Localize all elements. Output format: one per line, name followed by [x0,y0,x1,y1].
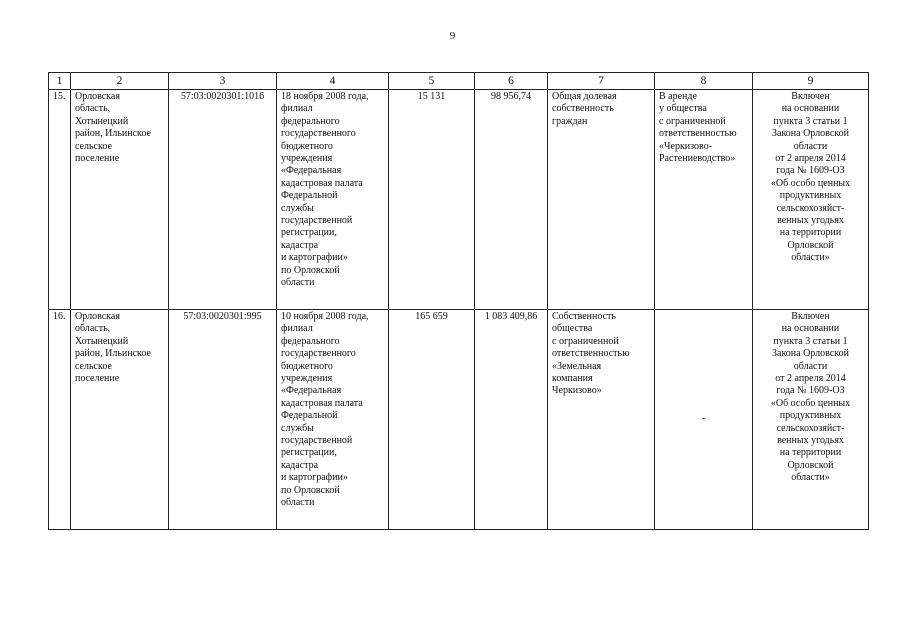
table-row [49,90,869,310]
column-header: 7 [548,73,655,90]
cadastral-number-cell: 57:03:0020301:1016 [169,90,277,310]
column-header: 4 [277,73,389,90]
column-header: 3 [169,73,277,90]
area-cell: 165 659 [389,310,475,530]
land-registry-table [48,72,869,530]
inclusion-basis-cell: Включен на основании пункта 3 статьи 1 Закона Орловской области от 2 апреля 2014 года № 1609-ОЗ «Об особо ценных продуктивных сельскохозяйст- венных угодьях на территории Орловской области» [753,310,869,530]
ownership-cell: Общая долевая собственность граждан [548,90,655,310]
page-number: 9 [449,30,456,42]
registration-cell: 10 ноября 2008 года, филиал федерального государственного бюджетного учреждения «Федеральная кадастровая палата Федеральной службы государственной регистрации, кадастра и картографии» по Орловской области [277,310,389,530]
table-header-row [49,73,869,90]
cadastral-number-cell: 57:03:0020301:995 [169,310,277,530]
row-number: 16. [49,310,71,530]
column-header: 2 [71,73,169,90]
location-cell: Орловская область, Хотынецкий район, Ильинское сельское поселение [71,310,169,530]
cadastral-value-cell: 98 956,74 [475,90,548,310]
inclusion-basis-cell: Включен на основании пункта 3 статьи 1 Закона Орловской области от 2 апреля 2014 года № 1609-ОЗ «Об особо ценных продуктивных сельскохозяйст- венных угодьях на территории Орловской области» [753,90,869,310]
column-header: 5 [389,73,475,90]
column-header: 8 [655,73,753,90]
registration-cell: 18 ноября 2008 года, филиал федерального государственного бюджетного учреждения «Федеральная кадастровая палата Федеральной службы государственной регистрации, кадастра и картографии» по Орловской области [277,90,389,310]
ownership-cell: Собственность общества с ограниченной ответственностью «Земельная компания Черкизово» [548,310,655,530]
table-row [49,310,869,530]
lease-cell: В аренде у общества с ограниченной ответственностью «Черкизово- Растениеводство» [655,90,753,310]
column-header: 6 [475,73,548,90]
column-header: 9 [753,73,869,90]
location-cell: Орловская область, Хотынецкий район, Ильинское сельское поселение [71,90,169,310]
area-cell: 15 131 [389,90,475,310]
cadastral-value-cell: 1 083 409,86 [475,310,548,530]
row-number: 15. [49,90,71,310]
column-header: 1 [49,73,71,90]
lease-cell: - [655,310,753,530]
